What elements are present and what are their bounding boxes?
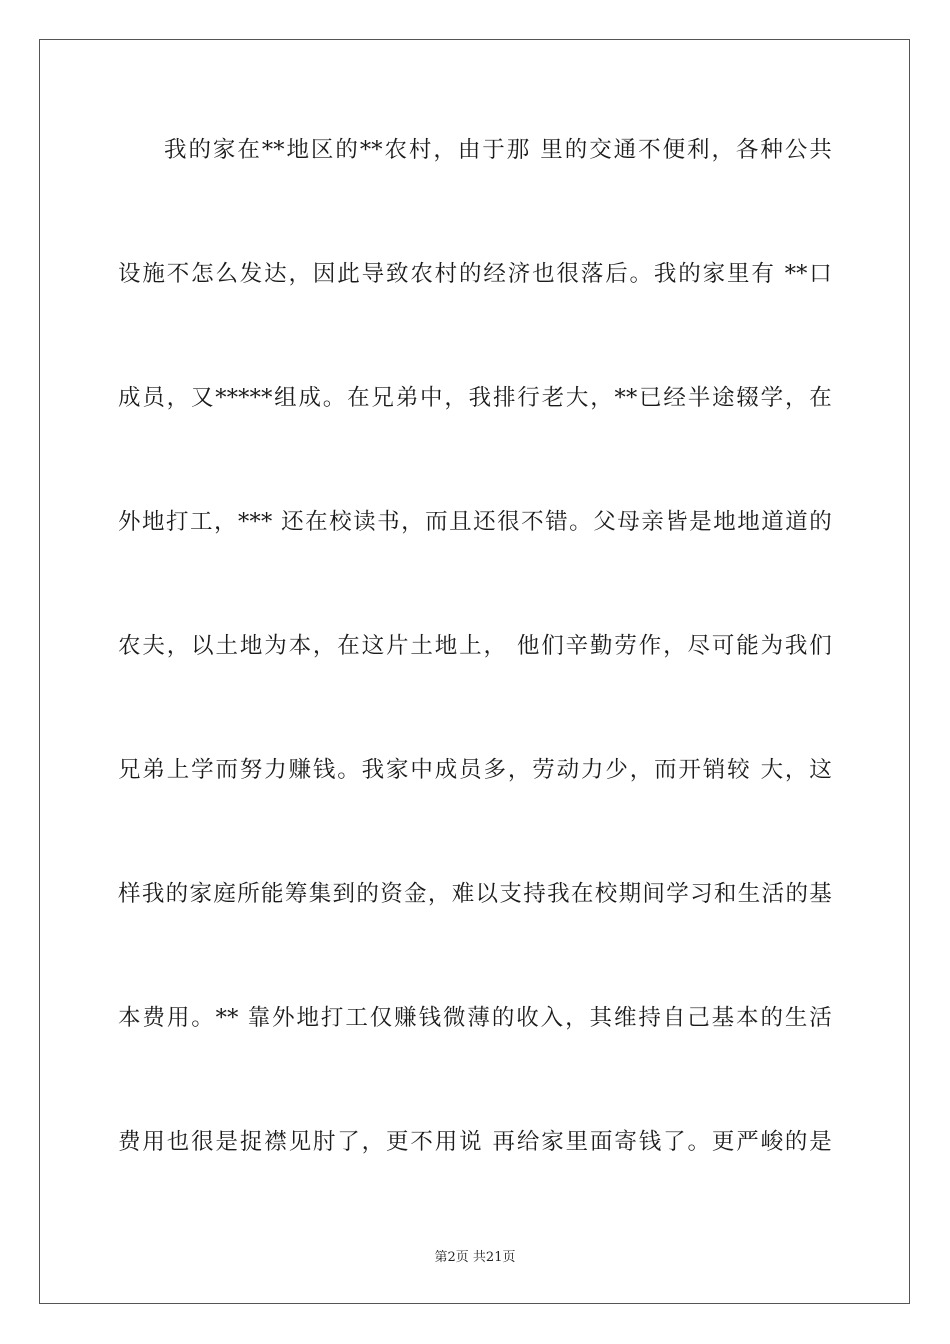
body-text-line: 成员，又*****组成。在兄弟中，我排行老大，**已经半途辍学，在 — [118, 385, 832, 411]
body-text-line: 兄弟上学而努力赚钱。我家中成员多，劳动力少，而开销较 大，这 — [118, 757, 832, 783]
body-text-line: 样我的家庭所能筹集到的资金，难以支持我在校期间学习和生活的基 — [118, 881, 832, 907]
body-text-line: 我的家在**地区的**农村，由于那 里的交通不便利，各种公共 — [164, 137, 832, 163]
page-number-footer: 第2页 共21页 — [434, 1250, 516, 1265]
body-text-line: 农夫，以土地为本，在这片土地上， 他们辛勤劳作，尽可能为我们 — [118, 633, 832, 659]
page-border — [39, 39, 910, 1304]
body-text-line: 费用也很是捉襟见肘了，更不用说 再给家里面寄钱了。更严峻的是 — [118, 1129, 832, 1155]
body-text-line: 本费用。** 靠外地打工仅赚钱微薄的收入，其维持自己基本的生活 — [118, 1005, 832, 1031]
body-text-line: 设施不怎么发达，因此导致农村的经济也很落后。我的家里有 **口 — [118, 261, 832, 287]
body-text-line: 外地打工，*** 还在校读书，而且还很不错。父母亲皆是地地道道的 — [118, 509, 832, 535]
